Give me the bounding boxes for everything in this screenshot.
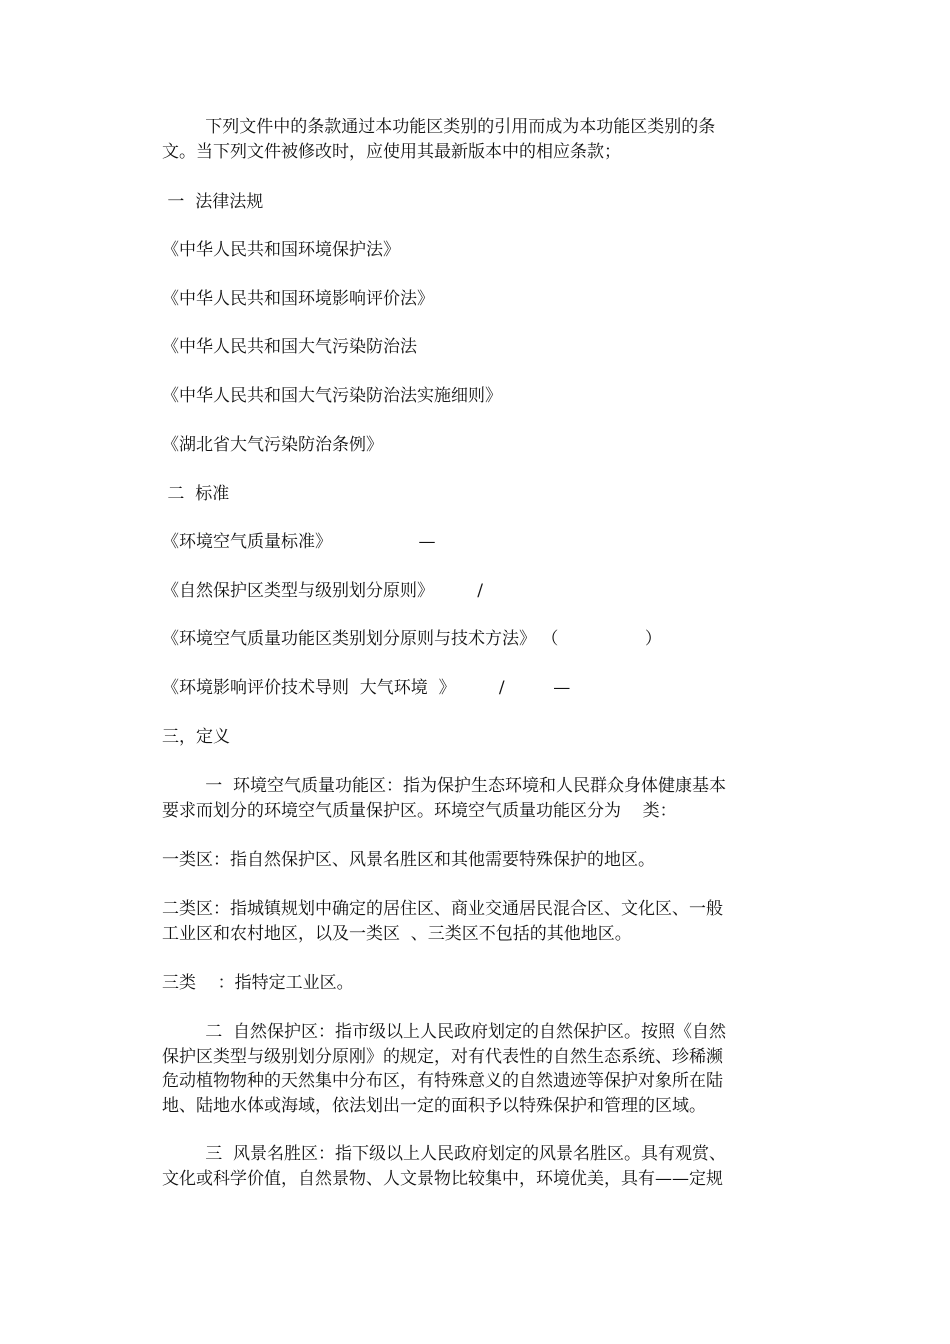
section-heading-definitions: 三，定义 <box>162 727 230 747</box>
definition-3-paragraph <box>162 1142 792 1191</box>
definition-2-line-4: 地、陆地水体或海域，依法划出一定的面积予以特殊保护和管理的区域。 <box>162 1095 706 1116</box>
definition-2-paragraph <box>162 1020 792 1118</box>
definition-3-line-1: 三 风景名胜区：指下级以上人民政府划定的风景名胜区。具有观赏、 <box>162 1144 727 1164</box>
definition-2-line-3: 危动植物物种的天然集中分布区，有特殊意义的自然遗迹等保护对象所在陆 <box>162 1071 723 1091</box>
standard-item-3: 《环境空气质量功能区类别划分原则与技术方法》 （ ） <box>162 629 662 649</box>
law-item-3: 《中华人民共和国大气污染防治法 <box>162 337 417 357</box>
section-heading-laws: 一 法律法规 <box>162 192 264 212</box>
standard-item-4: 《环境影响评价技术导则 大气环境 》 / — <box>162 678 571 698</box>
law-item-1: 《中华人民共和国环境保护法》 <box>162 240 400 260</box>
definition-3-line-2: 文化或科学价值，自然景物、人文景物比较集中，环境优美，具有——定规 <box>162 1168 723 1189</box>
standard-item-2: 《自然保护区类型与级别划分原则》 / <box>162 581 483 601</box>
class-2-paragraph <box>162 897 792 946</box>
class-3-text: 三类 ：指特定工业区。 <box>162 973 354 993</box>
law-item-2: 《中华人民共和国环境影响评价法》 <box>162 289 434 309</box>
definition-1-paragraph <box>162 774 792 823</box>
intro-paragraph <box>162 115 792 164</box>
law-item-5: 《湖北省大气污染防治条例》 <box>162 435 383 455</box>
standard-item-1: 《环境空气质量标准》 — <box>162 532 436 552</box>
section-heading-standards: 二 标准 <box>162 484 230 504</box>
definition-1-line-2: 要求而划分的环境空气质量保护区。环境空气质量功能区分为 类： <box>162 800 677 821</box>
law-item-4: 《中华人民共和国大气污染防治法实施细则》 <box>162 386 502 406</box>
definition-1-line-1: 一 环境空气质量功能区：指为保护生态环境和人民群众身体健康基本 <box>162 776 727 796</box>
class-2-line-2: 工业区和农村地区，以及一类区 、三类区不包括的其他地区。 <box>162 923 632 944</box>
definition-2-line-1: 二 自然保护区：指市级以上人民政府划定的自然保护区。按照《自然 <box>162 1022 727 1042</box>
definition-2-line-2: 保护区类型与级别划分原刚》的规定，对有代表性的自然生态系统、珍稀濒 <box>162 1046 723 1067</box>
class-2-line-1: 二类区：指城镇规划中确定的居住区、商业交通居民混合区、文化区、一般 <box>162 899 723 919</box>
intro-line-1: 下列文件中的条款通过本功能区类别的引用而成为本功能区类别的条 <box>162 117 716 137</box>
class-1-text: 一类区：指自然保护区、风景名胜区和其他需要特殊保护的地区。 <box>162 850 655 870</box>
intro-line-2: 文。当下列文件被修改时，应使用其最新版本中的相应条款； <box>162 141 621 162</box>
